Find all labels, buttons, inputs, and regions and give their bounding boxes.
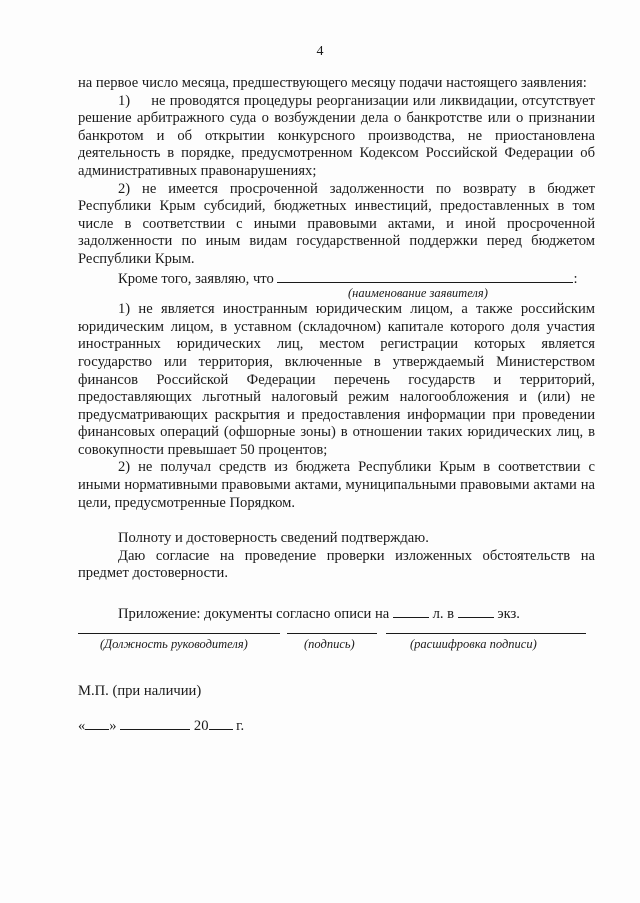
signature-decode-caption: (расшифровка подписи) (410, 637, 537, 651)
position-caption: (Должность руководителя) (100, 637, 248, 651)
date-year-prefix: 20 (193, 718, 209, 734)
attachment-middle: л. в (432, 606, 455, 622)
date-line (78, 716, 244, 735)
paragraph-item-1-reorganization: 1) не проводятся процедуры реорганизации или ликвидации, отсутствует решение арбитражного суда о возбуждении дела о банкротстве или о признании банкротом и об открытии конкурсного производства, не приостановлена деятельность в порядке, предусмотренном Кодексом Российской Федерации об административных правонарушениях; (78, 92, 595, 179)
applicant-caption-row (78, 286, 595, 301)
attachment-prefix: Приложение: документы согласно описи на (118, 606, 390, 622)
paragraph-consent: Даю согласие на проведение проверки изложенных обстоятельств на предмет достоверности. (78, 547, 595, 582)
attachment-line (118, 604, 520, 623)
signature-decode-line[interactable] (386, 633, 586, 634)
signature-line[interactable] (287, 633, 377, 634)
position-line[interactable] (78, 633, 280, 634)
date-year-suffix: г. (236, 718, 245, 734)
page-number: 4 (316, 44, 324, 59)
declaration-colon: : (573, 270, 578, 287)
date-month-field[interactable] (120, 716, 190, 730)
date-open-quote: « (78, 718, 86, 734)
stamp-label: М.П. (при наличии) (78, 683, 202, 699)
date-year-field[interactable] (209, 716, 233, 730)
signature-caption: (подпись) (304, 637, 355, 651)
paragraph-item-2-debt: 2) не имеется просроченной задолженности по возврату в бюджет Республики Крым субсидий, бюджетных инвестиций, предоставленных в том числе в соответствии с иными правовыми актами, и иной просроченной задолженности по иным видам государственной поддержки перед бюджетом Республики Крым. (78, 180, 595, 267)
paragraph-foreign-entity: 1) не является иностранным юридическим лицом, а также российским юридическим лицом, в уставном (складочном) капитале которого доля участия иностранных юридических лиц, местом регистрации которых является государство или территория, включенные в утверждаемый Министерством финансов Российской Федерации перечень государств и территорий, предоставляющих льготный налоговый режим налогообложения и (или) не предусматривающих раскрытия и предоставления информации при проведении финансовых операций (офшорные зоны) в отношении таких юридических лиц, в совокупности превышает 50 процентов; (78, 301, 595, 458)
paragraph-declaration (78, 269, 595, 289)
date-close-quote: » (109, 718, 117, 734)
declaration-prefix: Кроме того, заявляю, что (118, 270, 274, 287)
attachment-suffix: экз. (497, 606, 520, 622)
applicant-name-caption: (наименование заявителя) (348, 286, 488, 301)
sheets-count-field[interactable] (393, 604, 429, 618)
applicant-name-field[interactable] (277, 269, 573, 283)
copies-count-field[interactable] (458, 604, 494, 618)
paragraph-no-funds: 2) не получал средств из бюджета Республики Крым в соответствии с иными нормативными правовыми актами, муниципальными правовыми актами на цели, предусмотренные Порядком. (78, 459, 595, 511)
paragraph-intro-continuation: на первое число месяца, предшествующего месяцу подачи настоящего заявления: (78, 75, 587, 91)
document-body (78, 75, 595, 583)
paragraph-confirmation: Полноту и достоверность сведений подтверждаю. (118, 530, 429, 547)
date-day-field[interactable] (85, 716, 109, 730)
